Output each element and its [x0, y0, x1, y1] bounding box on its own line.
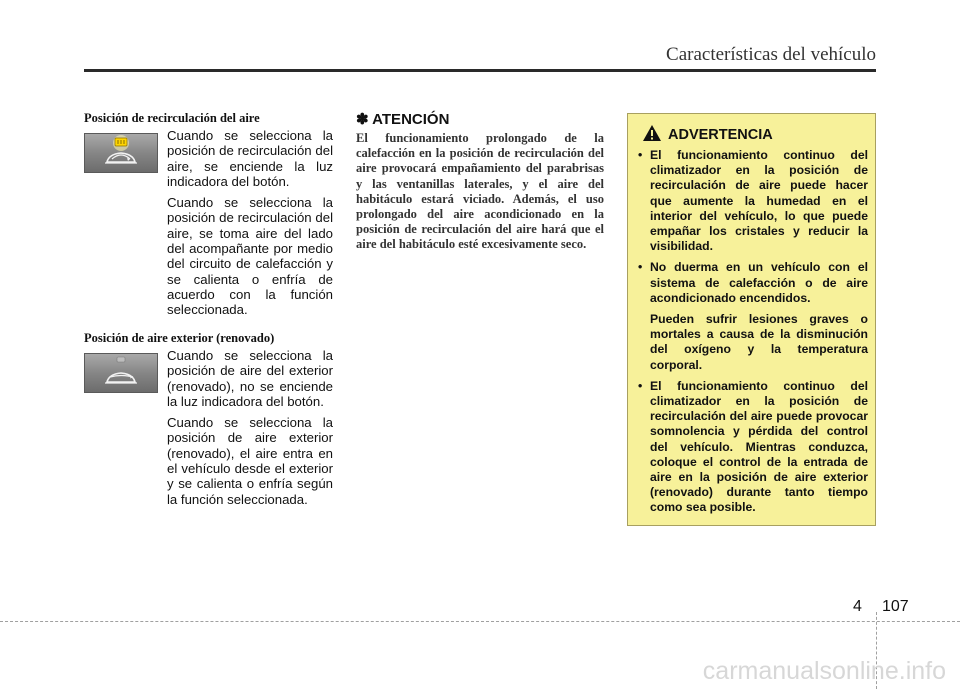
warning-item	[638, 260, 868, 372]
warning-triangle-icon	[642, 124, 662, 147]
page-number: 107	[882, 598, 909, 615]
attention-body: El funcionamiento prolongado de la calefacción en la posición de recirculación del aire provocará empañamiento del parabrisas y las ventanillas laterales, y el aire del habitáculo estará viciado. Además, el uso prolongado del aire acondicionado en la posición de recirculación del aire hará que el aire del habitáculo esté excesivamente seco.	[356, 131, 604, 252]
section-heading-recirculation: Posición de recirculación del aire	[84, 111, 260, 125]
warning-item	[638, 148, 868, 254]
warning-item-extra: Pueden sufrir lesiones graves o mortales a causa de la disminución del oxígeno y la temperatura corporal.	[650, 312, 868, 372]
page-header-title: Características del vehículo	[666, 44, 876, 65]
car-outside-air-icon	[84, 353, 158, 393]
warning-item	[638, 379, 868, 516]
attention-title: ✽ ATENCIÓN	[356, 111, 450, 128]
warning-header	[642, 124, 773, 146]
warning-box	[627, 113, 876, 526]
outside-air-description	[167, 348, 333, 513]
car-recirculation-icon	[84, 133, 158, 173]
chapter-number: 4	[853, 598, 862, 615]
outside-air-paragraph-1: Cuando se selecciona la posición de aire del exterior (renovado), no se enciende la luz indicadora del botón.	[167, 348, 333, 409]
recirculation-paragraph-2: Cuando se selecciona la posición de recirculación del aire, se toma aire del lado del acompañante por medio del circuito de calefacción y se calienta o enfría de acuerdo con la función seleccionada.	[167, 195, 333, 318]
recirculation-paragraph-1: Cuando se selecciona la posición de recirculación del aire, se enciende la luz indicadora del botón.	[167, 128, 333, 189]
warning-title: ADVERTENCIA	[668, 127, 773, 143]
recirculation-description	[167, 128, 333, 324]
warning-item-text: • El funcionamiento continuo del climatizador en la posición de recirculación de aire puede hacer que aumente la humedad en el interior del vehículo, lo que puede empañar los cristales y reducir la visibilidad.	[650, 148, 868, 254]
footer-divider	[0, 621, 960, 622]
warning-list	[638, 148, 868, 522]
section-heading-outside-air: Posición de aire exterior (renovado)	[84, 331, 275, 345]
watermark-text: carmanualsonline.info	[702, 657, 946, 685]
warning-item-text: • No duerma en un vehículo con el sistema de calefacción o de aire acondicionado encendidos.	[650, 260, 868, 305]
header-divider	[84, 69, 876, 72]
warning-item-text: • El funcionamiento continuo del climatizador en la posición de recirculación del aire puede provocar somnolencia y pérdida del control del vehículo. Mientras conduzca, coloque el control de la entrada de aire en la posición de aire exterior (renovado) durante tanto tiempo como sea posible.	[650, 378, 868, 515]
outside-air-paragraph-2: Cuando se selecciona la posición de aire exterior (renovado), el aire entra en el vehículo desde el exterior y se calienta o enfría según la función seleccionada.	[167, 415, 333, 507]
